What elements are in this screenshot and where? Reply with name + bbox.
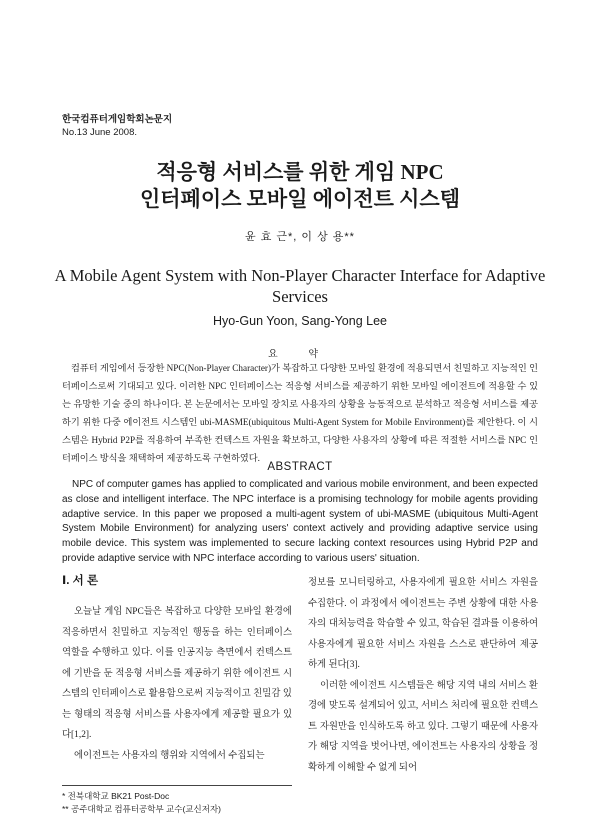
body-column-left: [62, 573, 292, 766]
english-authors: Hyo-Gun Yoon, Sang-Yong Lee: [213, 314, 387, 328]
section-heading-introduction: Ⅰ. 서 론: [62, 575, 99, 587]
body-paragraph: 오늘날 게임 NPC들은 복잡하고 다양한 모바일 환경에 적응하면서 친밀하고 지능적인 행동을 하는 인터페이스 역할을 수행하고 있다. 이를 인공지능 측면에서 컨텍스트에 기반을 둔 적응형 서비스를 제공하기 위한 에이전트 시스템의 인터페이스로 활용함으로써 지능적이고 친밀감 있는 형태의 적응형 서비스를 사용자에게 제공할 필요가 있다[1,2].: [62, 607, 292, 740]
korean-abstract-text: 컴퓨터 게임에서 등장한 NPC(Non-Player Character)가 복잡하고 다양한 모바일 환경에 적용되면서 친밀하고 지능적인 인터페이스로써 기대되고 있다. 이러한 NPC 인터페이스는 적응형 서비스를 제공하기 위한 모바일 에이전트에 적용할 수 있는 유망한 기술 중의 하나이다. 본 논문에서는 모바일 장치로 사용자의 상황을 능동적으로 분석하고 적응형 서비스를 제공하기 위한 다중 에이전트 시스템인 ubi-MASME(ubiquitous Multi-Agent System for Mobile Environment)를 제안한다. 이 시스템은 Hybrid P2P를 적용하여 부족한 컨텍스트 자원을 확보하고, 다양한 사용자의 상황에 따른 적절한 서비스를 NPC 인터페이스 방식을 채택하여 제공하도록 구현하였다.: [62, 363, 538, 463]
body-paragraph: 이러한 에이전트 시스템들은 해당 지역 내의 서비스 환경에 맞도록 설계되어 있고, 서비스 처리에 필요한 컨텍스트 자원만을 인식하도록 하고 있다. 그렇기 때문에 사용자가 해당 지역을 벗어나면, 에이전트는 사용자의 상황을 정확하게 이해할 수 없게 되어: [308, 680, 538, 773]
english-abstract-text: NPC of computer games has applied to complicated and various mobile environment, and been expected as close and intelligent interface. The NPC interface is a promising technology for mobile agents providing adaptive service. In this paper we proposed a multi-agent system of ubi-MASME (ubiquitous Multi-Agent System Mobile Environment) for analyzing users' context actively and providing adaptive service using mobile device. This system was implemented to secure lacking context resources using Hybrid P2P and provide adaptive service with NPC interface according to various users' situation.: [62, 479, 538, 564]
english-abstract: [62, 478, 538, 567]
body-column-right: [308, 573, 538, 778]
korean-title-line-2: 인터페이스 모바일 에이전트 시스템: [139, 187, 461, 211]
korean-abstract: [62, 359, 538, 467]
journal-name: 한국컴퓨터게임학회논문지: [62, 114, 173, 125]
body-paragraph: 정보를 모니터링하고, 사용자에게 필요한 서비스 자원을 수집한다. 이 과정에서 에이전트는 주변 상황에 대한 사용자의 대처능력을 학습할 수 있고, 학습된 결과를 이용하여 사용자에게 필요한 서비스 자원을 스스로 판단하여 제공하게 된다[3].: [308, 578, 538, 670]
journal-issue: No.13 June 2008.: [62, 127, 138, 138]
english-title-line-2: Services: [272, 287, 328, 306]
footnotes: [62, 790, 221, 815]
journal-header: [62, 113, 172, 139]
footnote-divider: [62, 785, 292, 786]
footnote-author-2: ** 공주대학교 컴퓨터공학부 교수(교신저자): [62, 803, 221, 814]
english-title: [0, 265, 600, 307]
korean-abstract-heading: 요 약: [267, 349, 333, 360]
english-abstract-heading: ABSTRACT: [267, 461, 333, 473]
body-paragraph: 에이전트는 사용자의 행위와 지역에서 수집되는: [74, 750, 265, 761]
footnote-author-1: * 전북대학교 BK21 Post-Doc: [62, 791, 170, 801]
korean-title-line-1: 적응형 서비스를 위한 게임 NPC: [156, 160, 444, 184]
korean-authors: 윤 효 근*, 이 상 용**: [245, 231, 355, 243]
english-title-line-1: A Mobile Agent System with Non-Player Character Interface for Adaptive: [54, 266, 546, 285]
